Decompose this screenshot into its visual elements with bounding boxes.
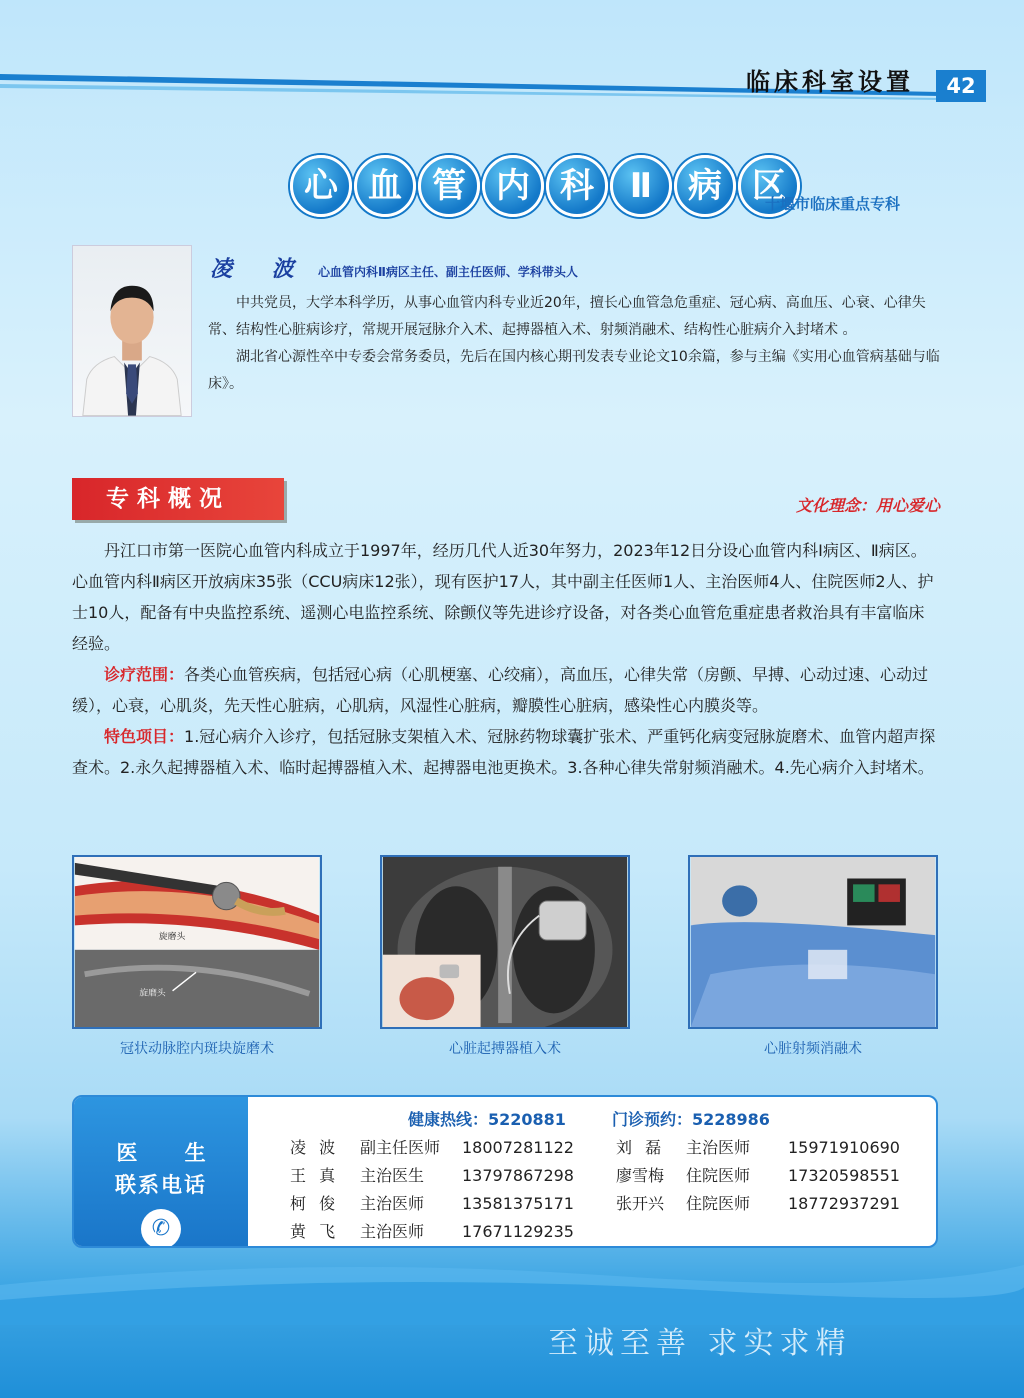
doctor-title: 心血管内科Ⅱ病区主任、副主任医师、学科带头人: [318, 265, 578, 279]
title-char: 区: [738, 155, 800, 217]
contact-name: 刘 磊: [616, 1138, 666, 1157]
figure-rotational-atherectomy: [72, 855, 322, 1029]
figure-label: 旋磨头: [139, 988, 166, 999]
contact-phone[interactable]: 13797867298: [462, 1166, 574, 1185]
contact-phone[interactable]: 18007281122: [462, 1138, 574, 1157]
figure-caption: 心脏射频消融术: [764, 1041, 862, 1057]
figure-pacemaker: [380, 855, 630, 1029]
contact-phone[interactable]: 18772937291: [788, 1194, 900, 1213]
culture-motto: 文化理念：用心爱心: [795, 496, 940, 515]
contact-box: [72, 1095, 938, 1248]
department-subtitle: 十堰市临床重点专科: [765, 195, 901, 213]
contact-title: 主治医师: [360, 1222, 425, 1241]
feature-label: 特色项目：: [104, 727, 185, 746]
page-number: 42: [936, 70, 986, 102]
scope-label: 诊疗范围：: [104, 665, 185, 684]
contact-label-line2: 联系电话: [115, 1173, 207, 1197]
doctor-bio: [208, 290, 943, 398]
contact-title: 主治医生: [360, 1166, 425, 1185]
scope-text: 各类心血管疾病，包括冠心病（心肌梗塞、心绞痛），高血压，心律失常（房颤、早搏、心动过速、心动过缓），心衰，心肌炎，先天性心脏病，心肌病，风湿性心脏病，瓣膜性心脏病，感染性心内膜炎等。: [72, 665, 929, 715]
contact-header: [74, 1097, 248, 1246]
contact-name: 凌 波: [290, 1138, 340, 1157]
contact-row: [616, 1163, 900, 1186]
section-title: 临床科室设置: [746, 67, 914, 96]
bio-paragraph: 中共党员，大学本科学历，从事心血管内科专业近20年，擅长心血管急危重症、冠心病、高血压、心衰、心律失常、结构性心脏病诊疗，常规开展冠脉介入术、起搏器植入术、射频消融术、结构性心脏病介入封堵术 。: [208, 295, 926, 338]
contact-name: 柯 俊: [290, 1194, 340, 1213]
footer-slogan: 至诚至善 求实求精: [548, 1326, 852, 1361]
contact-row: [290, 1219, 574, 1242]
title-char: 科: [546, 155, 608, 217]
title-char: 内: [482, 155, 544, 217]
contact-row: [290, 1135, 574, 1158]
contact-name: 廖雪梅: [616, 1166, 665, 1185]
contact-name: 王 真: [290, 1166, 340, 1185]
footer-wave: [0, 1255, 1024, 1325]
contact-title: 住院医师: [686, 1166, 751, 1185]
contact-label-line1: 医 生: [116, 1141, 226, 1165]
figure-caption: 心脏起搏器植入术: [449, 1041, 561, 1057]
title-char: 病: [674, 155, 736, 217]
contact-phone[interactable]: 17671129235: [462, 1222, 574, 1241]
overview-scope: [72, 659, 940, 721]
phone-icon: ✆: [141, 1209, 181, 1248]
contact-row: [290, 1191, 574, 1214]
clinic-appointment: 门诊预约：5228986: [612, 1110, 770, 1129]
contact-title: 副主任医师: [360, 1138, 441, 1157]
contact-phone[interactable]: 15971910690: [788, 1138, 900, 1157]
bio-paragraph: 湖北省心源性卒中专委会常务委员，先后在国内核心期刊发表专业论文10余篇，参与主编《实用心血管病基础与临床》。: [208, 349, 940, 392]
contact-name: 张开兴: [616, 1194, 665, 1213]
contact-phone[interactable]: 13581375171: [462, 1194, 574, 1213]
figure-label: 旋磨头: [158, 932, 186, 943]
figure-ablation: [688, 855, 938, 1029]
title-char: Ⅱ: [610, 155, 672, 217]
doctor-photo: [72, 245, 192, 417]
health-hotline: 健康热线：5220881: [408, 1110, 566, 1129]
overview-features: [72, 721, 940, 783]
title-char: 血: [354, 155, 416, 217]
contact-row: [616, 1135, 900, 1158]
feature-text: 1.冠心病介入诊疗，包括冠脉支架植入术、冠脉药物球囊扩张术、严重钙化病变冠脉旋磨术、血管内超声探查术。2.永久起搏器植入术、临时起搏器植入术、起搏器电池更换术。3.各种心律失常射频消融术。4.先心病介入封堵术。: [72, 727, 936, 777]
title-char: 心: [290, 155, 352, 217]
figure-caption: 冠状动脉腔内斑块旋磨术: [120, 1041, 274, 1057]
contact-name: 黄 飞: [290, 1222, 340, 1241]
overview-intro: 丹江口市第一医院心血管内科成立于1997年，经历几代人近30年努力，2023年12日分设心血管内科I病区、Ⅱ病区。心血管内科Ⅱ病区开放病床35张（CCU病床12张），现有医护17人，其中副主任医师1人、主治医师4人、住院医师2人、护士10人，配备有中央监控系统、遥测心电监控系统、除颤仪等先进诊疗设备，对各类心血管危重症患者救治具有丰富临床经验。: [72, 541, 934, 653]
overview-text: [72, 535, 940, 783]
doctor-name: 凌 波: [210, 256, 310, 282]
contact-row: [290, 1163, 574, 1186]
contact-title: 住院医师: [686, 1194, 751, 1213]
contact-phone[interactable]: 17320598551: [788, 1166, 900, 1185]
department-title: [290, 155, 800, 217]
contact-title: 主治医师: [360, 1194, 425, 1213]
title-char: 管: [418, 155, 480, 217]
contact-row: [616, 1191, 900, 1214]
overview-section-tag: 专科概况: [72, 478, 284, 520]
contact-title: 主治医师: [686, 1138, 751, 1157]
